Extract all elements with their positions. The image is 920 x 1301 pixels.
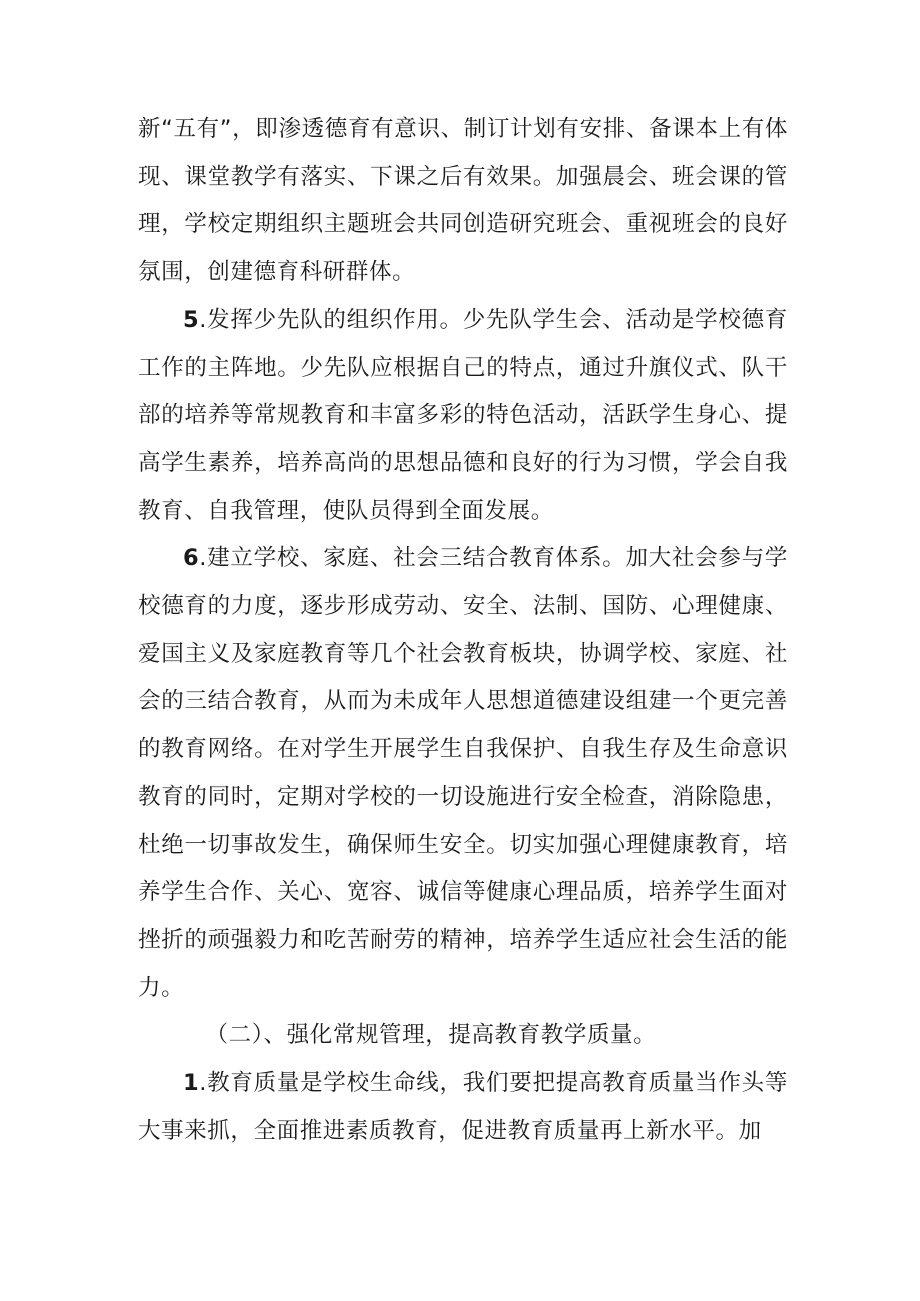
paragraph-text: .教育质量是学校生命线，我们要把提高教育质量当作头等大事来抓，全面推进素质教育，促进教育质量再上新水平。加: [138, 1070, 788, 1144]
section-heading: [138, 1012, 788, 1060]
document-body: [138, 106, 788, 1155]
paragraph-item-1: [138, 1060, 788, 1155]
paragraph-continuation: [138, 106, 788, 297]
section-heading-text: （二）、强化常规管理，提高教育教学质量。: [205, 1022, 657, 1049]
paragraph-text: .发挥少先队的组织作用。少先队学生会、活动是学校德育工作的主阵地。少先队应根据自己的特点，通过升旗仪式、队干部的培养等常规教育和丰富多彩的特色活动，活跃学生身心、提高学生素养，培养高尚的思想品德和良好的行为习惯，学会自我教育、自我管理，使队员得到全面发展。: [138, 306, 788, 524]
paragraph-number: 6: [183, 545, 200, 572]
paragraph-item-5: [138, 297, 788, 536]
paragraph-text: 新“五有”，即渗透德育有意识、制订计划有安排、备课本上有体现、课堂教学有落实、下课之后有效果。加强晨会、班会课的管理，学校定期组织主题班会共同创造研究班会、重视班会的良好氛围，创建德育科研群体。: [138, 116, 788, 286]
paragraph-text: .建立学校、家庭、社会三结合教育体系。加大社会参与学校德育的力度，逐步形成劳动、安全、法制、国防、心理健康、爱国主义及家庭教育等几个社会教育板块，协调学校、家庭、社会的三结合教育，从而为未成年人思想道德建设组建一个更完善的教育网络。在对学生开展学生自我保护、自我生存及生命意识教育的同时，定期对学校的一切设施进行安全检查，消除隐患，杜绝一切事故发生，确保师生安全。切实加强心理健康教育，培养学生合作、关心、宽容、诚信等健康心理品质，培养学生面对挫折的顽强毅力和吃苦耐劳的精神，培养学生适应社会生活的能力。: [138, 545, 788, 1001]
paragraph-number: 1: [183, 1070, 200, 1097]
paragraph-item-6: [138, 535, 788, 1012]
paragraph-number: 5: [183, 306, 200, 333]
